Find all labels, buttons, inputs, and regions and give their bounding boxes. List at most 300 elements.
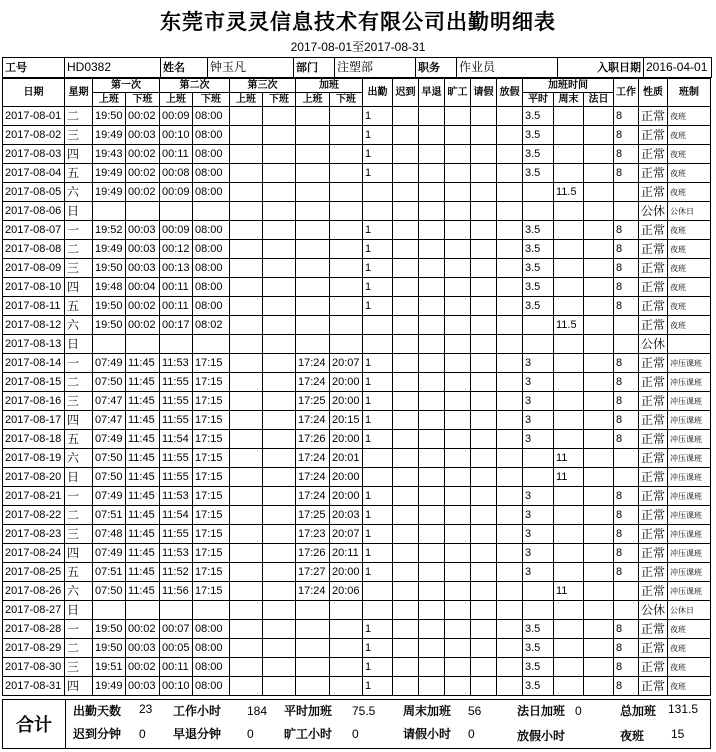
cell-date: 2017-08-07 <box>3 221 65 240</box>
cell-work: 8 <box>614 525 639 544</box>
cell-nature: 正常 <box>639 126 668 145</box>
cell-third-off <box>263 620 296 639</box>
cell-second-on: 11:53 <box>160 487 193 506</box>
table-row <box>3 145 711 164</box>
header-first-on: 上班 <box>93 93 126 107</box>
cell-second-off <box>193 335 230 354</box>
cell-ot-on <box>296 278 330 297</box>
absent-value: 0 <box>352 727 359 741</box>
cell-second-off: 17:15 <box>193 449 230 468</box>
cell-absent <box>445 126 471 145</box>
cell-absent <box>445 658 471 677</box>
cell-weekday: 六 <box>65 316 93 335</box>
cell-early <box>419 601 445 620</box>
cell-absent <box>445 164 471 183</box>
cell-work: 8 <box>614 544 639 563</box>
cell-first-off <box>126 601 160 620</box>
cell-ot-on <box>296 221 330 240</box>
header-ot-time: 加班时间 <box>523 79 614 93</box>
cell-nature: 正常 <box>639 373 668 392</box>
cell-holiday <box>497 221 523 240</box>
cell-third-off <box>263 582 296 601</box>
cell-holiday <box>497 278 523 297</box>
cell-legal-ot <box>584 126 614 145</box>
leave-label: 请假小时 <box>403 727 452 741</box>
cell-nature: 公休 <box>639 202 668 221</box>
cell-weekday-ot <box>523 601 554 620</box>
cell-second-on: 00:10 <box>160 126 193 145</box>
cell-late <box>393 278 419 297</box>
join-date-value: 2016-04-01 <box>644 58 712 78</box>
cell-late <box>393 544 419 563</box>
cell-work: 8 <box>614 430 639 449</box>
cell-early <box>419 544 445 563</box>
cell-weekday-ot: 3 <box>523 411 554 430</box>
table-row <box>3 658 711 677</box>
cell-date: 2017-08-17 <box>3 411 65 430</box>
cell-late <box>393 639 419 658</box>
cell-weekday-ot: 3.5 <box>523 620 554 639</box>
cell-absent <box>445 278 471 297</box>
cell-legal-ot <box>584 544 614 563</box>
cell-date: 2017-08-19 <box>3 449 65 468</box>
header-attend: 出勤 <box>363 79 393 107</box>
cell-third-on <box>230 259 263 278</box>
cell-ot-on <box>296 677 330 696</box>
cell-weekday-ot <box>523 202 554 221</box>
cell-third-off <box>263 411 296 430</box>
cell-work: 8 <box>614 126 639 145</box>
cell-nature: 正常 <box>639 468 668 487</box>
cell-shift: 冲压课班 <box>668 563 711 582</box>
cell-early <box>419 240 445 259</box>
cell-work <box>614 316 639 335</box>
header-holiday: 放假 <box>497 79 523 107</box>
cell-attend: 1 <box>363 658 393 677</box>
id-label: 工号 <box>3 58 65 78</box>
cell-ot-off: 20:03 <box>330 506 363 525</box>
cell-date: 2017-08-21 <box>3 487 65 506</box>
table-row <box>3 506 711 525</box>
cell-shift: 夜班 <box>668 221 711 240</box>
night-value: 15 <box>671 727 685 741</box>
cell-weekday: 日 <box>65 202 93 221</box>
cell-weekday: 五 <box>65 430 93 449</box>
position-label: 职务 <box>416 58 457 78</box>
cell-first-off: 11:45 <box>126 373 160 392</box>
cell-attend: 1 <box>363 240 393 259</box>
cell-absent <box>445 468 471 487</box>
header-weekday: 星期 <box>65 79 93 107</box>
cell-holiday <box>497 373 523 392</box>
cell-absent <box>445 354 471 373</box>
cell-third-on <box>230 145 263 164</box>
cell-date: 2017-08-08 <box>3 240 65 259</box>
cell-weekday: 四 <box>65 544 93 563</box>
cell-third-on <box>230 430 263 449</box>
cell-second-on: 11:52 <box>160 563 193 582</box>
cell-weekend-ot <box>554 335 584 354</box>
report-title: 东莞市灵灵信息技术有限公司出勤明细表 <box>160 10 556 34</box>
cell-work <box>614 582 639 601</box>
cell-third-off <box>263 430 296 449</box>
cell-first-on: 07:48 <box>93 525 126 544</box>
cell-weekday: 二 <box>65 506 93 525</box>
cell-shift: 夜班 <box>668 240 711 259</box>
cell-third-on <box>230 183 263 202</box>
cell-ot-off <box>330 145 363 164</box>
cell-second-off: 08:00 <box>193 639 230 658</box>
cell-first-on: 07:49 <box>93 430 126 449</box>
cell-legal-ot <box>584 373 614 392</box>
cell-shift: 夜班 <box>668 658 711 677</box>
cell-nature: 正常 <box>639 183 668 202</box>
cell-late <box>393 354 419 373</box>
cell-first-off: 00:04 <box>126 278 160 297</box>
cell-holiday <box>497 259 523 278</box>
cell-second-off: 08:02 <box>193 316 230 335</box>
cell-second-on: 11:54 <box>160 430 193 449</box>
cell-first-on: 07:49 <box>93 544 126 563</box>
cell-early <box>419 354 445 373</box>
cell-leave <box>471 601 497 620</box>
cell-weekend-ot <box>554 430 584 449</box>
cell-early <box>419 297 445 316</box>
cell-weekday-ot: 3 <box>523 506 554 525</box>
cell-early <box>419 183 445 202</box>
cell-ot-on: 17:24 <box>296 582 330 601</box>
cell-third-off <box>263 278 296 297</box>
header-work: 工作 <box>614 79 639 107</box>
cell-shift: 夜班 <box>668 126 711 145</box>
cell-legal-ot <box>584 202 614 221</box>
cell-first-on: 07:47 <box>93 411 126 430</box>
cell-third-off <box>263 164 296 183</box>
header-date: 日期 <box>3 79 65 107</box>
cell-second-on: 11:55 <box>160 449 193 468</box>
cell-third-off <box>263 506 296 525</box>
cell-legal-ot <box>584 487 614 506</box>
cell-weekday: 一 <box>65 221 93 240</box>
cell-absent <box>445 677 471 696</box>
cell-holiday <box>497 620 523 639</box>
cell-third-on <box>230 316 263 335</box>
cell-weekday-ot: 3.5 <box>523 658 554 677</box>
cell-ot-off <box>330 297 363 316</box>
cell-late <box>393 145 419 164</box>
header-second: 第二次 <box>160 79 230 93</box>
cell-first-off: 11:45 <box>126 506 160 525</box>
cell-ot-on <box>296 107 330 126</box>
cell-weekday: 三 <box>65 259 93 278</box>
cell-ot-off: 20:07 <box>330 525 363 544</box>
cell-weekday: 六 <box>65 183 93 202</box>
cell-ot-off <box>330 259 363 278</box>
cell-shift: 冲压课班 <box>668 449 711 468</box>
cell-weekday-ot: 3.5 <box>523 126 554 145</box>
cell-nature: 正常 <box>639 525 668 544</box>
cell-leave <box>471 677 497 696</box>
header-third-on: 上班 <box>230 93 263 107</box>
table-row <box>3 107 711 126</box>
cell-second-off: 08:00 <box>193 221 230 240</box>
cell-legal-ot <box>584 145 614 164</box>
cell-first-on: 19:49 <box>93 126 126 145</box>
cell-weekday-ot <box>523 582 554 601</box>
cell-late <box>393 658 419 677</box>
cell-third-on <box>230 639 263 658</box>
cell-nature: 正常 <box>639 240 668 259</box>
cell-weekday-ot: 3 <box>523 487 554 506</box>
late-value: 0 <box>139 727 146 741</box>
cell-weekday-ot <box>523 449 554 468</box>
cell-holiday <box>497 164 523 183</box>
cell-leave <box>471 316 497 335</box>
cell-leave <box>471 563 497 582</box>
cell-first-off: 00:02 <box>126 183 160 202</box>
cell-weekend-ot <box>554 354 584 373</box>
cell-late <box>393 525 419 544</box>
cell-second-on: 11:55 <box>160 525 193 544</box>
cell-work: 8 <box>614 278 639 297</box>
cell-first-on <box>93 601 126 620</box>
cell-first-on: 07:50 <box>93 468 126 487</box>
cell-late <box>393 487 419 506</box>
cell-first-on: 19:50 <box>93 316 126 335</box>
cell-early <box>419 449 445 468</box>
cell-third-off <box>263 639 296 658</box>
cell-absent <box>445 202 471 221</box>
total-ot-label: 总加班 <box>620 704 657 718</box>
cell-second-off: 08:00 <box>193 164 230 183</box>
table-row <box>3 202 711 221</box>
cell-second-off: 08:00 <box>193 126 230 145</box>
header-ot-on: 上班 <box>296 93 330 107</box>
cell-weekday: 二 <box>65 639 93 658</box>
cell-legal-ot <box>584 354 614 373</box>
cell-late <box>393 506 419 525</box>
cell-third-off <box>263 107 296 126</box>
cell-weekday-ot: 3 <box>523 525 554 544</box>
cell-attend: 1 <box>363 411 393 430</box>
table-row <box>3 164 711 183</box>
cell-weekend-ot <box>554 126 584 145</box>
cell-early <box>419 658 445 677</box>
cell-ot-on <box>296 297 330 316</box>
cell-holiday <box>497 316 523 335</box>
table-row <box>3 335 711 354</box>
cell-third-off <box>263 183 296 202</box>
cell-weekend-ot: 11 <box>554 449 584 468</box>
cell-work: 8 <box>614 392 639 411</box>
cell-third-off <box>263 449 296 468</box>
cell-second-on: 11:56 <box>160 582 193 601</box>
cell-legal-ot <box>584 525 614 544</box>
cell-shift: 冲压课班 <box>668 354 711 373</box>
cell-holiday <box>497 183 523 202</box>
early-label: 早退分钟 <box>173 727 222 741</box>
cell-legal-ot <box>584 297 614 316</box>
legal-ot-label: 法日加班 <box>517 704 566 718</box>
cell-weekday: 日 <box>65 335 93 354</box>
cell-ot-on <box>296 126 330 145</box>
cell-legal-ot <box>584 430 614 449</box>
cell-second-on: 00:07 <box>160 620 193 639</box>
cell-third-on <box>230 335 263 354</box>
cell-second-off: 08:00 <box>193 183 230 202</box>
cell-ot-off <box>330 126 363 145</box>
table-row <box>3 449 711 468</box>
cell-absent <box>445 506 471 525</box>
cell-weekday: 三 <box>65 658 93 677</box>
cell-early <box>419 145 445 164</box>
table-row <box>3 563 711 582</box>
cell-second-off: 08:00 <box>193 259 230 278</box>
cell-date: 2017-08-25 <box>3 563 65 582</box>
cell-ot-off <box>330 240 363 259</box>
cell-ot-off <box>330 335 363 354</box>
cell-weekday: 六 <box>65 449 93 468</box>
cell-leave <box>471 354 497 373</box>
cell-legal-ot <box>584 221 614 240</box>
cell-second-on: 00:09 <box>160 221 193 240</box>
cell-weekday-ot: 3.5 <box>523 145 554 164</box>
cell-leave <box>471 544 497 563</box>
cell-ot-on <box>296 335 330 354</box>
cell-nature: 正常 <box>639 411 668 430</box>
cell-first-off: 11:45 <box>126 487 160 506</box>
cell-ot-off <box>330 221 363 240</box>
cell-date: 2017-08-22 <box>3 506 65 525</box>
cell-attend: 1 <box>363 278 393 297</box>
cell-second-on: 11:55 <box>160 373 193 392</box>
cell-ot-off <box>330 620 363 639</box>
cell-weekday-ot <box>523 468 554 487</box>
cell-first-on: 07:49 <box>93 487 126 506</box>
cell-first-on: 07:47 <box>93 392 126 411</box>
cell-nature: 正常 <box>639 658 668 677</box>
cell-leave <box>471 202 497 221</box>
cell-ot-off: 20:00 <box>330 468 363 487</box>
cell-work: 8 <box>614 563 639 582</box>
cell-ot-on: 17:24 <box>296 487 330 506</box>
cell-weekday: 五 <box>65 164 93 183</box>
cell-second-on: 00:09 <box>160 107 193 126</box>
cell-attend: 1 <box>363 487 393 506</box>
cell-weekend-ot <box>554 202 584 221</box>
cell-early <box>419 107 445 126</box>
work-hours-label: 工作小时 <box>173 704 222 718</box>
cell-ot-on: 17:27 <box>296 563 330 582</box>
cell-holiday <box>497 601 523 620</box>
cell-absent <box>445 563 471 582</box>
cell-weekday-ot: 3.5 <box>523 240 554 259</box>
table-row <box>3 601 711 620</box>
cell-work <box>614 449 639 468</box>
cell-attend: 1 <box>363 677 393 696</box>
cell-third-off <box>263 601 296 620</box>
attendance-table <box>2 78 711 696</box>
cell-leave <box>471 411 497 430</box>
weekend-ot-label: 周末加班 <box>403 704 452 718</box>
cell-third-on <box>230 411 263 430</box>
cell-weekday-ot: 3 <box>523 373 554 392</box>
cell-weekday-ot: 3.5 <box>523 221 554 240</box>
cell-attend: 1 <box>363 563 393 582</box>
cell-third-off <box>263 563 296 582</box>
cell-holiday <box>497 563 523 582</box>
cell-absent <box>445 145 471 164</box>
cell-ot-on <box>296 240 330 259</box>
cell-third-on <box>230 221 263 240</box>
cell-early <box>419 278 445 297</box>
cell-absent <box>445 183 471 202</box>
cell-date: 2017-08-14 <box>3 354 65 373</box>
cell-third-on <box>230 240 263 259</box>
cell-first-on: 19:49 <box>93 164 126 183</box>
cell-first-off: 00:02 <box>126 297 160 316</box>
cell-shift: 夜班 <box>668 316 711 335</box>
cell-second-off: 17:15 <box>193 563 230 582</box>
cell-weekday: 四 <box>65 677 93 696</box>
cell-third-off <box>263 677 296 696</box>
cell-third-on <box>230 601 263 620</box>
cell-nature: 正常 <box>639 430 668 449</box>
cell-second-off: 17:15 <box>193 582 230 601</box>
cell-late <box>393 126 419 145</box>
cell-first-off: 11:45 <box>126 430 160 449</box>
cell-shift: 冲压课班 <box>668 411 711 430</box>
cell-ot-off <box>330 164 363 183</box>
cell-weekday: 二 <box>65 107 93 126</box>
cell-late <box>393 107 419 126</box>
weekday-ot-value: 75.5 <box>352 704 376 718</box>
cell-weekday: 一 <box>65 354 93 373</box>
cell-absent <box>445 259 471 278</box>
cell-third-on <box>230 582 263 601</box>
cell-first-on: 19:50 <box>93 297 126 316</box>
cell-attend <box>363 582 393 601</box>
cell-weekday-ot: 3.5 <box>523 297 554 316</box>
header-first: 第一次 <box>93 79 160 93</box>
cell-second-off: 17:15 <box>193 544 230 563</box>
cell-weekend-ot <box>554 392 584 411</box>
cell-legal-ot <box>584 164 614 183</box>
cell-date: 2017-08-20 <box>3 468 65 487</box>
cell-weekday: 一 <box>65 487 93 506</box>
cell-holiday <box>497 658 523 677</box>
cell-weekday-ot: 3 <box>523 563 554 582</box>
cell-ot-on: 17:23 <box>296 525 330 544</box>
cell-ot-off <box>330 658 363 677</box>
id-value: HD0382 <box>65 58 161 78</box>
cell-work: 8 <box>614 620 639 639</box>
attendance-rows <box>3 107 711 696</box>
cell-weekday: 五 <box>65 297 93 316</box>
cell-legal-ot <box>584 259 614 278</box>
cell-ot-off <box>330 316 363 335</box>
cell-late <box>393 582 419 601</box>
cell-nature: 正常 <box>639 639 668 658</box>
cell-shift <box>668 335 711 354</box>
cell-weekday-ot: 3 <box>523 544 554 563</box>
cell-weekend-ot <box>554 164 584 183</box>
dept-value: 注塑部 <box>335 58 416 78</box>
cell-legal-ot <box>584 107 614 126</box>
cell-weekday-ot: 3.5 <box>523 107 554 126</box>
cell-shift: 夜班 <box>668 620 711 639</box>
cell-third-off <box>263 487 296 506</box>
